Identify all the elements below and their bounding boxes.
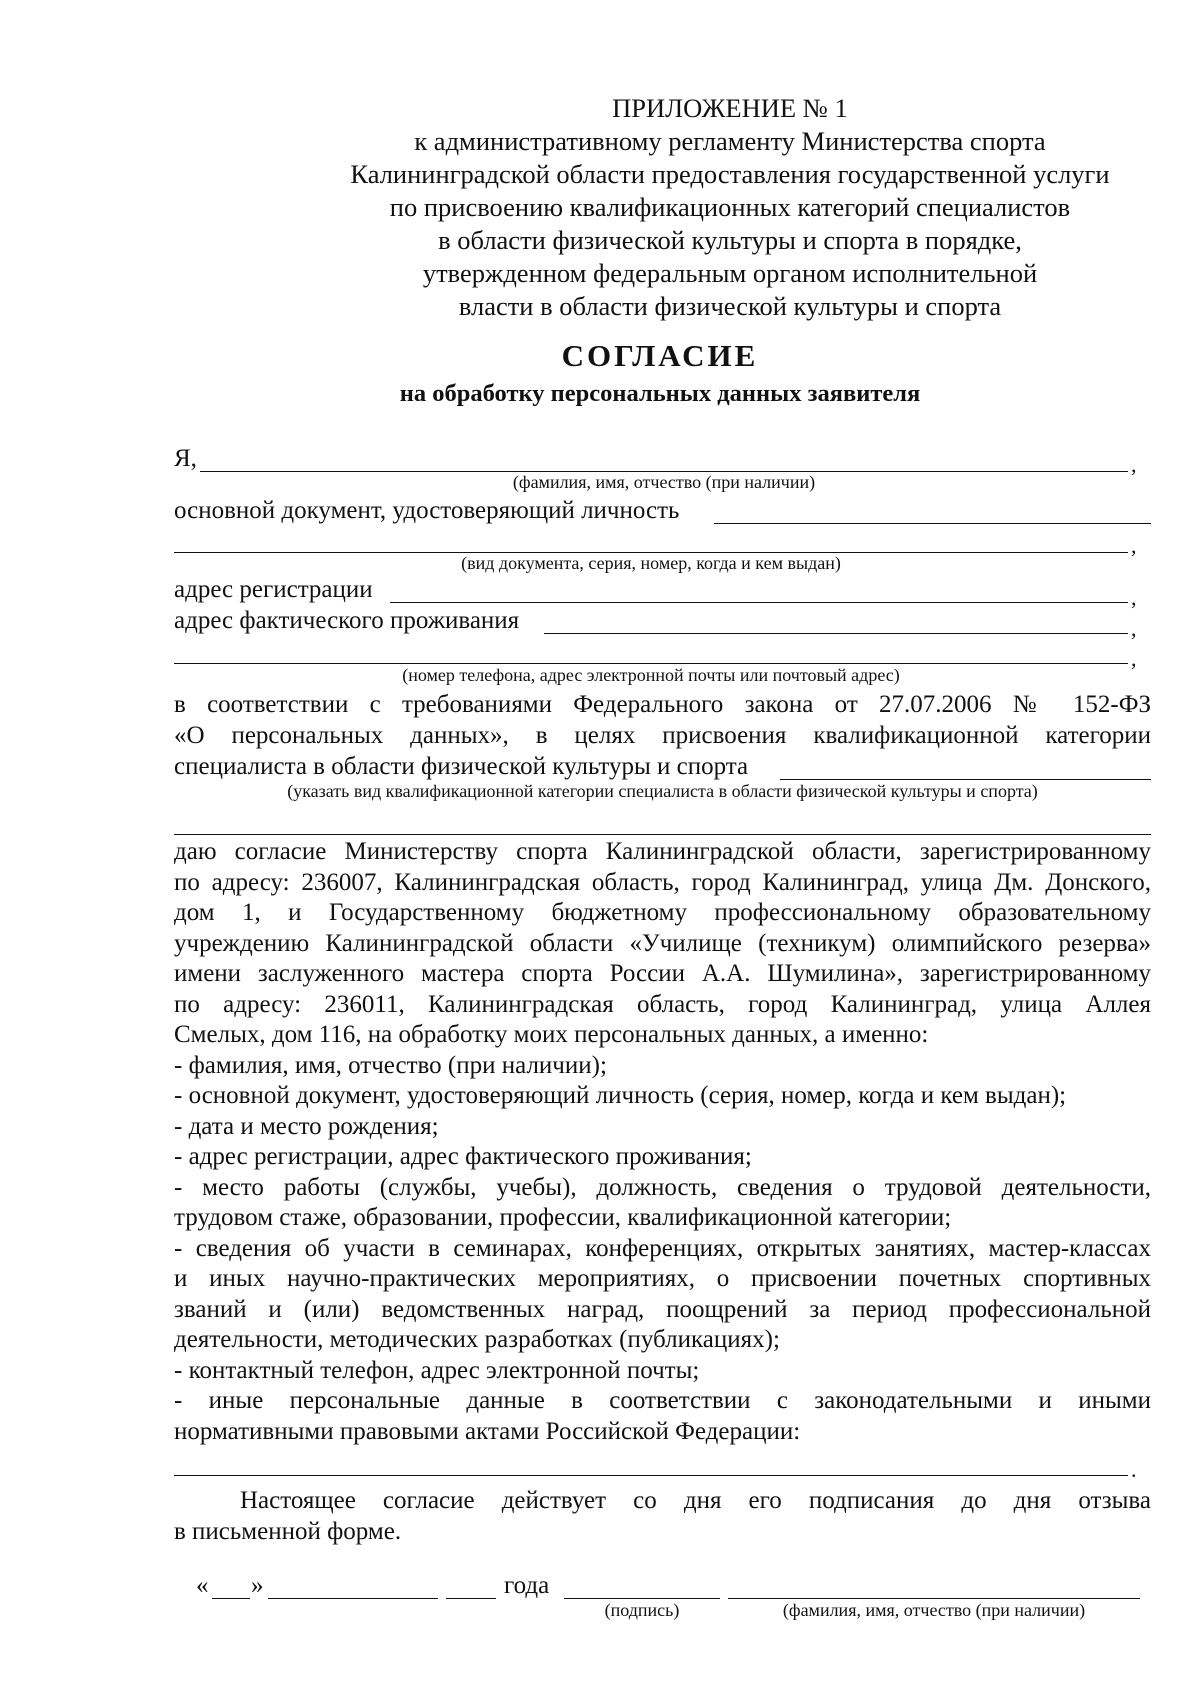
reg-field-line[interactable] [390, 602, 1128, 603]
consent-line: учреждению Калининградской области «Училище (техникум) олимпийского резерва» [174, 929, 1151, 957]
consent-list-item: - контактный телефон, адрес электронной почты; [174, 1356, 700, 1384]
consent-list-item: - сведения об участи в семинарах, конференциях, открытых занятиях, мастер-классах [174, 1234, 1151, 1262]
consent-line: имени заслуженного мастера спорта России А.А. Шумилина», зарегистрированному [174, 960, 1151, 987]
consent-line: по адресу: 236011, Калининградская область, город Калининград, улица Аллея [174, 990, 1151, 1018]
law-line: в соответствии с требованиями Федерального закона от 27.07.2006 № 152-ФЗ [174, 691, 1151, 718]
doc-hint: (вид документа, серия, номер, когда и кем выдан) [461, 553, 841, 573]
contact-field-line[interactable] [174, 663, 1128, 664]
year-word: года [504, 1572, 550, 1599]
consent-list-item: - фамилия, имя, отчество (при наличии); [174, 1051, 607, 1079]
appendix-line: Калининградской области предоставления государственной услуги [350, 159, 1110, 189]
comma: , [1131, 616, 1137, 641]
consent-list-item: нормативными правовыми актами Российской Федерации: [174, 1417, 801, 1445]
end-dot: . [1131, 1457, 1137, 1482]
consent-list-item: и иных научно-практических мероприятиях, о присвоении почетных спортивных [174, 1265, 1151, 1292]
appendix-line: власти в области физической культуры и спорта [458, 291, 1002, 321]
consent-list-item: - иные персональные данные в соответствии с законодательными и иными [174, 1387, 1151, 1414]
signature-field[interactable] [564, 1598, 720, 1599]
appendix-line: утвержденном федеральным органом исполнительной [422, 258, 1038, 288]
date-quote-open: « [196, 1572, 209, 1599]
signature-fio-field[interactable] [728, 1598, 1140, 1599]
consent-line: по адресу: 236007, Калининградская область, город Калининград, улица Дм. Донского, [174, 868, 1151, 896]
category-field-line-2[interactable] [174, 834, 1151, 835]
validity-line: Настоящее согласие действует со дня его подписания до дня отзыва [240, 1487, 1151, 1514]
category-field-line[interactable] [780, 779, 1151, 780]
date-month-field[interactable] [268, 1598, 438, 1599]
contact-hint: (номер телефона, адрес электронной почты или почтовый адрес) [402, 665, 900, 685]
comma: , [1131, 646, 1137, 671]
consent-list-item: - основной документ, удостоверяющий личность (серия, номер, когда и кем выдан); [174, 1082, 1067, 1109]
date-year-field[interactable] [446, 1598, 496, 1599]
live-field-line[interactable] [544, 633, 1128, 634]
appendix-line: по присвоению квалификационных категорий специалистов [389, 192, 1071, 222]
appendix-header [300, 92, 1160, 323]
consent-paragraph [174, 837, 1151, 1447]
doc-label: основной документ, удостоверяющий личность [174, 497, 680, 524]
category-hint: (указать вид квалификационной категории специалиста в области физической культуры и спорта) [287, 781, 1038, 801]
validity-line: в письменной форме. [174, 1517, 402, 1545]
consent-list-item: званий и (или) ведомственных наград, поощрений за период профессиональной [174, 1295, 1151, 1323]
reg-label: адрес регистрации [174, 576, 373, 603]
consent-list-item: - дата и место рождения; [174, 1112, 439, 1140]
category-label: специалиста в области физической культуры и спорта [174, 753, 749, 780]
signature-hint: (подпись) [604, 1600, 680, 1620]
date-day-field[interactable] [212, 1598, 250, 1599]
date-quote-close: » [251, 1572, 264, 1599]
comma: , [1131, 533, 1137, 558]
consent-list-item: - место работы (службы, учебы), должность, сведения о трудовой деятельности, [174, 1173, 1151, 1201]
i-label: Я, [174, 445, 197, 472]
law-line: «О персональных данных», в целях присвоения квалификационной категории [174, 721, 1151, 749]
live-label: адрес фактического проживания [174, 607, 520, 634]
validity-paragraph [174, 1486, 1151, 1547]
consent-list-item: - адрес регистрации, адрес фактического проживания; [174, 1143, 752, 1170]
consent-line: дом 1, и Государственному бюджетному профессиональному образовательному [174, 899, 1151, 926]
appendix-line: в области физической культуры и спорта в порядке, [438, 225, 1022, 255]
document-title: СОГЛАСИЕ [561, 338, 759, 373]
fio-hint: (фамилия, имя, отчество (при наличии) [512, 472, 816, 492]
appendix-title: ПРИЛОЖЕНИЕ № 1 [612, 93, 848, 123]
consent-line: даю согласие Министерству спорта Калининградской области, зарегистрированному [174, 838, 1151, 865]
document-subtitle: на обработку персональных данных заявителя [399, 380, 921, 407]
law-paragraph [174, 690, 1151, 751]
comma: , [1131, 452, 1137, 477]
appendix-line: к административному регламенту Министерства спорта [414, 126, 1046, 156]
comma: , [1131, 585, 1137, 610]
consent-list-item: трудовом стаже, образовании, профессии, квалификационной категории; [174, 1204, 952, 1231]
consent-list-item: деятельности, методических разработках (публикациях); [174, 1326, 780, 1353]
doc-field-line[interactable] [714, 523, 1151, 524]
other-data-field-line[interactable] [174, 1475, 1128, 1476]
consent-line: Смелых, дом 116, на обработку моих персональных данных, а именно: [174, 1021, 929, 1048]
signature-fio-hint: (фамилия, имя, отчество (при наличии) [782, 1600, 1086, 1620]
